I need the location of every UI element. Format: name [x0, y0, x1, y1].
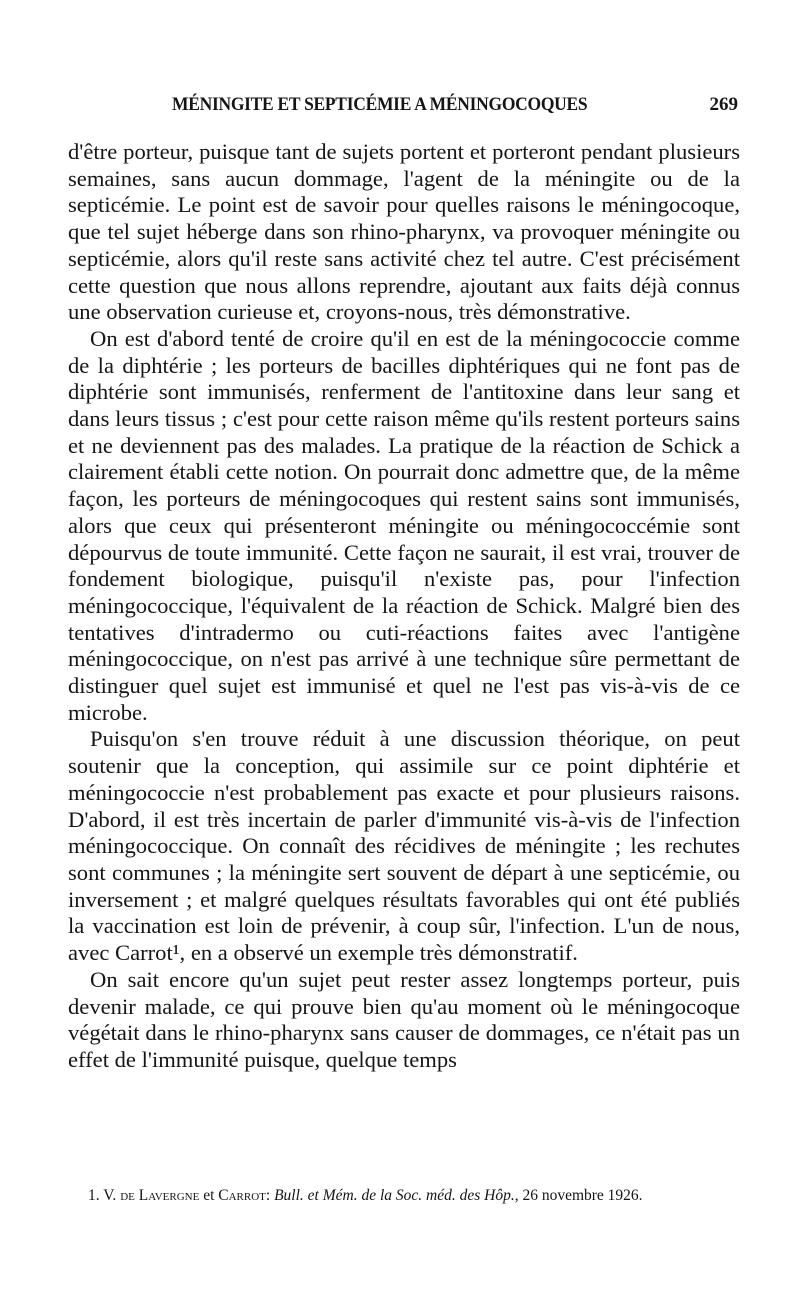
footnote-separator: : [265, 1187, 271, 1204]
running-header [68, 94, 740, 122]
footnote-author-1: de Lavergne [120, 1187, 200, 1204]
footnote-prefix: V. [103, 1187, 117, 1204]
paragraph-3: Puisqu'on s'en trouve réduit à une discussion théorique, on peut soutenir que la conception, qui assimile sur ce point diphtérie et méningococcie n'est probablement pas exacte et pour plusieurs raisons. D'abord, il est très incertain de parler d'immunité vis-à-vis de l'infection méningococcique. On connaît des récidives de méningite ; les rechutes sont communes ; la méningite sert souvent de départ à une septicémie, ou inversement ; et malgré quelques résultats favorables qui ont été publiés la vaccination est loin de prévenir, à coup sûr, l'infection. L'un de nous, avec Carrot¹, en a observé un exemple très démonstratif. [68, 726, 740, 966]
footnote-author-2: Carrot [218, 1187, 266, 1204]
footnote-marker: 1. [88, 1187, 100, 1204]
footnote [88, 1186, 740, 1206]
paragraph-1: d'être porteur, puisque tant de sujets portent et porteront pendant plusieurs semaines, sans aucun dommage, l'agent de la méningite ou de la septicémie. Le point est de savoir pour quelles raisons le méningocoque, que tel sujet héberge dans son rhino-pharynx, va provoquer méningite ou septicémie, alors qu'il reste sans activité chez tel autre. C'est précisément cette question que nous allons reprendre, ajoutant aux faits déjà connus une observation curieuse et, croyons-nous, très démonstrative. [68, 139, 740, 325]
footnote-journal: Bull. et Mém. de la Soc. méd. des Hôp. [274, 1187, 515, 1204]
paragraph-2: On est d'abord tenté de croire qu'il en est de la méningococcie comme de la diphtérie ; les porteurs de bacilles diphtériques qui ne font pas de diphtérie sont immunisés, renferment de l'antitoxine dans leur sang et dans leurs tissus ; c'est pour cette raison même qu'ils restent porteurs sains et ne deviennent pas des malades. La pratique de la réaction de Schick a clairement établi cette notion. On pourrait donc admettre que, de la même façon, les porteurs de méningocoques qui restent sains sont immunisés, alors que ceux qui présenteront méningite ou méningococcémie sont dépourvus de toute immunité. Cette façon ne saurait, il est vrai, trouver de fondement biologique, puisqu'il n'existe pas, pour l'infection méningococcique, l'équivalent de la réaction de Schick. Malgré bien des tentatives d'intradermo ou cuti-réactions faites avec l'antigène méningococcique, on n'est pas arrivé à une technique sûre permettant de distinguer quel sujet est immunisé et quel ne l'est pas vis-à-vis de ce microbe. [68, 325, 740, 725]
footnote-date: , 26 novembre 1926. [514, 1187, 643, 1204]
footnote-conjunction: et [203, 1187, 215, 1204]
paragraph-4: On sait encore qu'un sujet peut rester assez longtemps porteur, puis devenir malade, ce qui prouve bien qu'au moment où le méningocoque végétait dans le rhino-pharynx sans causer de dommages, ce n'était pas un effet de l'immunité puisque, quelque temps [68, 966, 740, 1072]
body-text [68, 139, 740, 1074]
page-number: 269 [709, 94, 738, 115]
running-title: MÉNINGITE ET SEPTICÉMIE A MÉNINGOCOQUES [172, 94, 588, 115]
